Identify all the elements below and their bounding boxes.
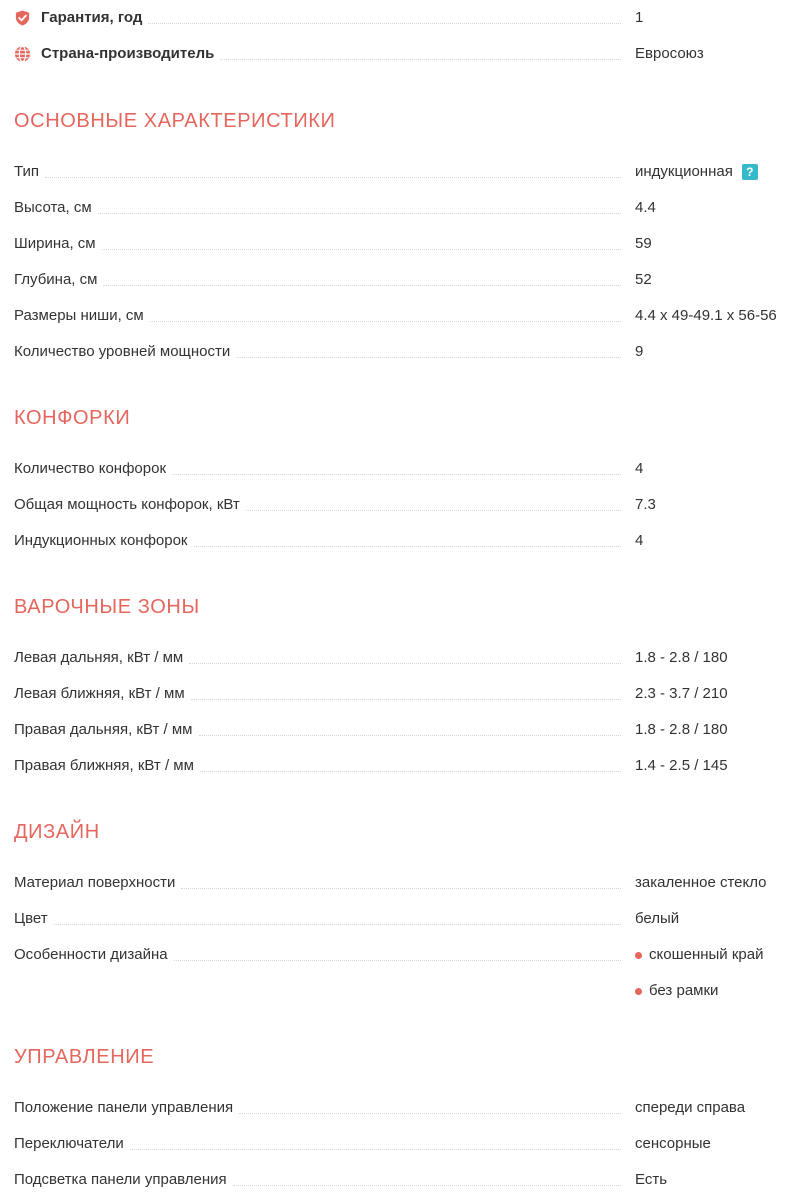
section-title-design: ДИЗАЙН: [14, 821, 100, 843]
spec-row: [14, 1126, 786, 1162]
spec-label: Подсветка панели управления: [14, 1171, 227, 1188]
spec-value: Евросоюз: [635, 45, 704, 62]
spec-value: спереди справа: [635, 1099, 746, 1116]
spec-label: Размеры ниши, см: [14, 307, 144, 324]
dotted-leader: [189, 663, 621, 664]
spec-row: [14, 937, 786, 973]
spec-value: 59: [635, 235, 652, 252]
dotted-leader: [98, 213, 621, 214]
spec-value: 4: [635, 532, 644, 549]
spec-label: Высота, см: [14, 199, 92, 216]
spec-row: [14, 901, 786, 937]
spec-label: Переключатели: [14, 1135, 124, 1152]
spec-row: [14, 523, 786, 559]
section-title-zones: ВАРОЧНЫЕ ЗОНЫ: [14, 596, 200, 618]
spec-value: 52: [635, 271, 652, 288]
spec-row: [14, 262, 786, 298]
dotted-leader: [54, 924, 621, 925]
spec-row: [14, 190, 786, 226]
dotted-leader: [102, 249, 621, 250]
dotted-leader: [191, 699, 621, 700]
dotted-leader: [181, 888, 621, 889]
spec-label: Количество конфорок: [14, 460, 167, 477]
spec-label: Материал поверхности: [14, 874, 176, 891]
shield-check-icon: [14, 9, 31, 27]
spec-label: Глубина, см: [14, 271, 98, 288]
spec-label: Правая ближняя, кВт / мм: [14, 757, 194, 774]
spec-label: Ширина, см: [14, 235, 96, 252]
spec-value: сенсорные: [635, 1135, 711, 1152]
spec-value: 2.3 - 3.7 / 210: [635, 685, 728, 702]
bullet-icon: [635, 988, 642, 995]
spec-row: [14, 865, 786, 901]
spec-row: [14, 154, 786, 190]
spec-label: Тип: [14, 163, 40, 180]
spec-row: [14, 676, 786, 712]
dotted-leader: [174, 960, 621, 961]
dotted-leader: [148, 23, 621, 24]
spec-label: Цвет: [14, 910, 48, 927]
dotted-leader: [236, 357, 621, 358]
spec-value: 4: [635, 460, 644, 477]
dotted-leader: [172, 474, 621, 475]
section-title-burners: КОНФОРКИ: [14, 407, 131, 429]
dotted-leader: [200, 771, 621, 772]
spec-value: белый: [635, 910, 680, 927]
spec-label: Гарантия, год: [41, 9, 143, 26]
spec-row: [14, 1162, 786, 1198]
spec-value: 7.3: [635, 496, 656, 513]
section-title-main: ОСНОВНЫЕ ХАРАКТЕРИСТИКИ: [14, 110, 336, 132]
spec-value: 1.8 - 2.8 / 180: [635, 721, 728, 738]
spec-row: [14, 298, 786, 334]
spec-label: Левая дальняя, кВт / мм: [14, 649, 184, 666]
spec-label: Левая ближняя, кВт / мм: [14, 685, 185, 702]
spec-value-list-item: скошенный край: [635, 945, 763, 965]
bullet-icon: [635, 952, 642, 959]
dotted-leader: [150, 321, 621, 322]
spec-row: [14, 487, 786, 523]
spec-row: [14, 640, 786, 676]
dotted-leader: [239, 1113, 621, 1114]
spec-value: 1: [635, 9, 644, 26]
spec-row: [14, 451, 786, 487]
spec-label: Страна-производитель: [41, 45, 215, 62]
dotted-leader: [199, 735, 622, 736]
spec-value: 4.4 x 49-49.1 x 56-56: [635, 307, 777, 324]
spec-label: Правая дальняя, кВт / мм: [14, 721, 193, 738]
spec-label: Положение панели управления: [14, 1099, 234, 1116]
section-title-control: УПРАВЛЕНИЕ: [14, 1046, 155, 1068]
dotted-leader: [194, 546, 622, 547]
spec-row: [14, 712, 786, 748]
dotted-leader: [246, 510, 621, 511]
spec-label: Особенности дизайна: [14, 946, 168, 963]
globe-icon: [14, 45, 31, 63]
spec-row-country: [14, 36, 786, 72]
spec-value: 1.8 - 2.8 / 180: [635, 649, 728, 666]
spec-value: 4.4: [635, 199, 656, 216]
spec-label: Индукционных конфорок: [14, 532, 188, 549]
spec-value-list-item: без рамки: [635, 981, 718, 1001]
spec-row-warranty: [14, 0, 786, 36]
spec-value: Есть: [635, 1171, 668, 1188]
dotted-leader: [233, 1185, 621, 1186]
spec-row: [14, 226, 786, 262]
spec-row: [14, 1090, 786, 1126]
dotted-leader: [103, 285, 621, 286]
spec-value: закаленное стекло: [635, 874, 767, 891]
spec-label: Количество уровней мощности: [14, 343, 231, 360]
spec-row: [14, 748, 786, 784]
spec-label: Общая мощность конфорок, кВт: [14, 496, 240, 513]
spec-row: [14, 334, 786, 370]
spec-value: 1.4 - 2.5 / 145: [635, 757, 728, 774]
dotted-leader: [45, 177, 621, 178]
spec-row-continuation: [14, 973, 786, 1009]
dotted-leader: [130, 1149, 621, 1150]
help-icon[interactable]: ?: [742, 164, 758, 180]
spec-value: индукционная: [635, 163, 733, 180]
dotted-leader: [220, 59, 621, 60]
spec-value: 9: [635, 343, 644, 360]
